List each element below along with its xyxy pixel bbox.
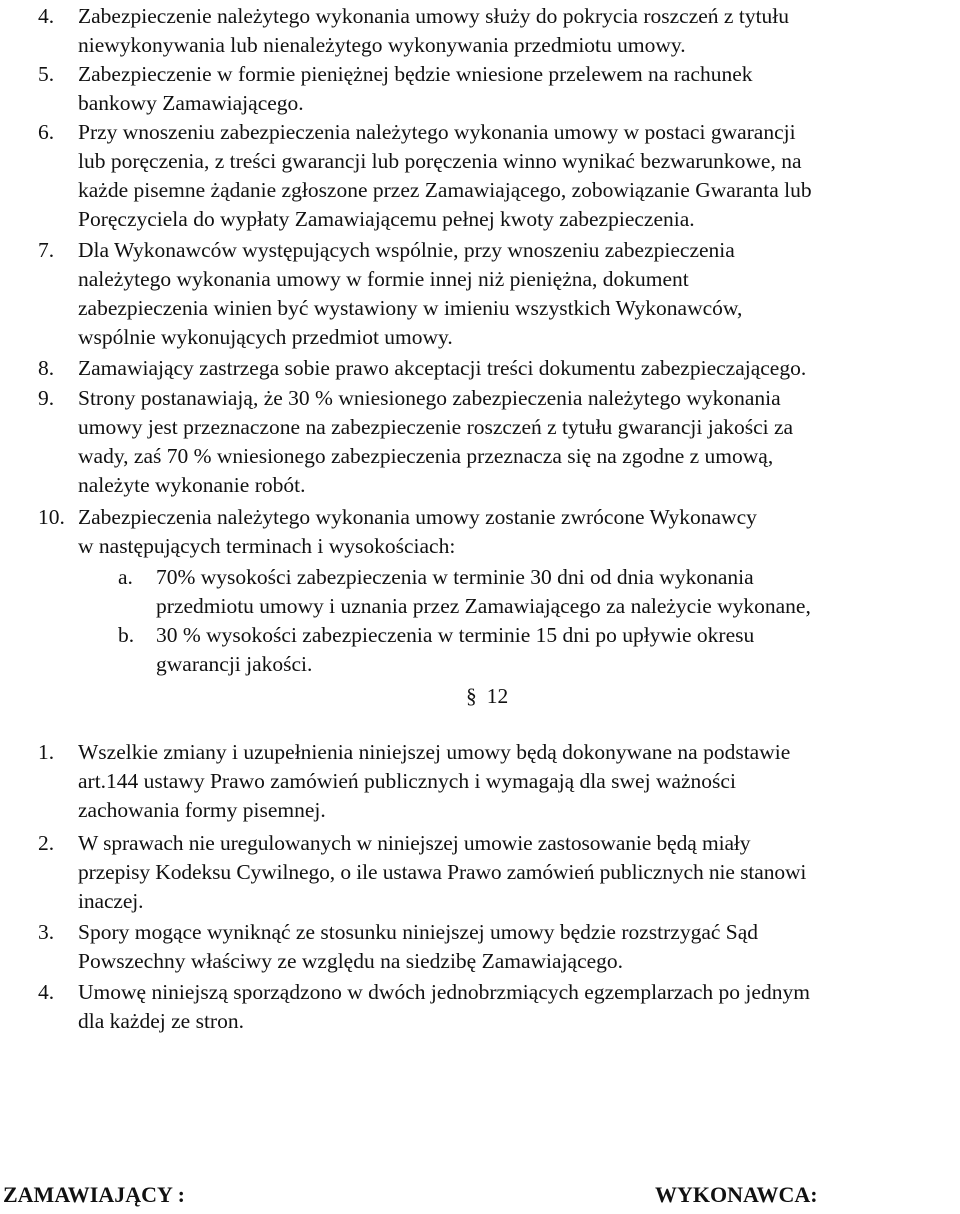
- list-item-1: [38, 738, 956, 825]
- item-number: 6.: [38, 120, 55, 144]
- item-line: należytego wykonania umowy w formie innej niż pieniężna, dokument: [78, 267, 689, 291]
- item-line: Spory mogące wyniknąć ze stosunku niniejszej umowy będzie rozstrzygać Sąd: [78, 920, 759, 944]
- item-line: inaczej.: [78, 889, 144, 913]
- sub-item-b: [118, 621, 948, 679]
- list-item-10: [38, 503, 956, 561]
- item-line: bankowy Zamawiającego.: [78, 91, 304, 115]
- item-number: 4.: [38, 980, 55, 1004]
- item-line: Umowę niniejszą sporządzono w dwóch jednobrzmiących egzemplarzach po jednym: [78, 980, 810, 1004]
- item-line: wady, zaś 70 % wniesionego zabezpieczenia przeznacza się na zgodne z umową,: [78, 444, 774, 468]
- list-item-2: [38, 829, 956, 916]
- item-number: 2.: [38, 831, 55, 855]
- item-line: wspólnie wykonujących przedmiot umowy.: [78, 325, 453, 349]
- item-line: Dla Wykonawców występujących wspólnie, przy wnoszeniu zabezpieczenia: [78, 238, 735, 262]
- item-line: przepisy Kodeksu Cywilnego, o ile ustawa Prawo zamówień publicznych nie stanowi: [78, 860, 807, 884]
- list-item-3: [38, 918, 956, 976]
- item-line: Powszechny właściwy ze względu na siedzibę Zamawiającego.: [78, 949, 624, 973]
- item-line: art.144 ustawy Prawo zamówień publicznych i wymagają dla swej ważności: [78, 769, 736, 793]
- item-line: Zabezpieczenia należytego wykonania umowy zostanie zwrócone Wykonawcy: [78, 505, 757, 529]
- item-line: W sprawach nie uregulowanych w niniejszej umowie zastosowanie będą miały: [78, 831, 751, 855]
- list-item-8: [38, 354, 956, 383]
- item-number: 7.: [38, 238, 55, 262]
- list-item-6: [38, 118, 956, 234]
- signature-label-employer: ZAMAWIAJĄCY :: [3, 1182, 185, 1207]
- list-item-4-final: [38, 978, 956, 1036]
- item-line: Wszelkie zmiany i uzupełnienia niniejszej umowy będą dokonywane na podstawie: [78, 740, 791, 764]
- section-symbol: §: [466, 684, 477, 708]
- item-line: Przy wnoszeniu zabezpieczenia należytego wykonania umowy w postaci gwarancji: [78, 120, 796, 144]
- item-line: zachowania formy pisemnej.: [78, 798, 326, 822]
- item-line: każde pisemne żądanie zgłoszone przez Zamawiającego, zobowiązanie Gwaranta lub: [78, 178, 812, 202]
- item-line: należyte wykonanie robót.: [78, 473, 306, 497]
- item-line: umowy jest przeznaczone na zabezpieczenie roszczeń z tytułu gwarancji jakości za: [78, 415, 794, 439]
- item-line: Zabezpieczenie w formie pieniężnej będzie wniesione przelewem na rachunek: [78, 62, 753, 86]
- item-number: 3.: [38, 920, 55, 944]
- sub-item-letter: a.: [118, 565, 133, 589]
- item-line: 70% wysokości zabezpieczenia w terminie 30 dni od dnia wykonania: [156, 565, 754, 589]
- item-line: Strony postanawiają, że 30 % wniesionego zabezpieczenia należytego wykonania: [78, 386, 781, 410]
- item-line: przedmiotu umowy i uznania przez Zamawiającego za należycie wykonane,: [156, 594, 811, 618]
- list-item-7: [38, 236, 956, 352]
- item-line: w następujących terminach i wysokościach:: [78, 534, 456, 558]
- item-number: 4.: [38, 4, 55, 28]
- item-line: Zamawiający zastrzega sobie prawo akceptacji treści dokumentu zabezpieczającego.: [78, 356, 807, 380]
- item-line: 30 % wysokości zabezpieczenia w terminie 15 dni po upływie okresu: [156, 623, 755, 647]
- list-item-4: [38, 2, 956, 60]
- item-line: dla każdej ze stron.: [78, 1009, 244, 1033]
- item-number: 9.: [38, 386, 55, 410]
- list-item-5: [38, 60, 956, 118]
- item-line: zabezpieczenia winien być wystawiony w imieniu wszystkich Wykonawców,: [78, 296, 743, 320]
- signature-label-contractor: WYKONAWCA:: [655, 1182, 818, 1207]
- item-number: 1.: [38, 740, 55, 764]
- section-number: 12: [486, 684, 509, 708]
- sub-item-a: [118, 563, 948, 621]
- item-line: niewykonywania lub nienależytego wykonywania przedmiotu umowy.: [78, 33, 686, 57]
- item-line: gwarancji jakości.: [156, 652, 313, 676]
- sub-item-letter: b.: [118, 623, 135, 647]
- section-heading: [466, 682, 546, 711]
- item-line: Poręczyciela do wypłaty Zamawiającemu pełnej kwoty zabezpieczenia.: [78, 207, 695, 231]
- item-number: 5.: [38, 62, 55, 86]
- item-number: 8.: [38, 356, 55, 380]
- item-line: lub poręczenia, z treści gwarancji lub poręczenia winno wynikać bezwarunkowe, na: [78, 149, 802, 173]
- list-item-9: [38, 384, 956, 500]
- item-number: 10.: [38, 505, 65, 529]
- item-line: Zabezpieczenie należytego wykonania umowy służy do pokrycia roszczeń z tytułu: [78, 4, 790, 28]
